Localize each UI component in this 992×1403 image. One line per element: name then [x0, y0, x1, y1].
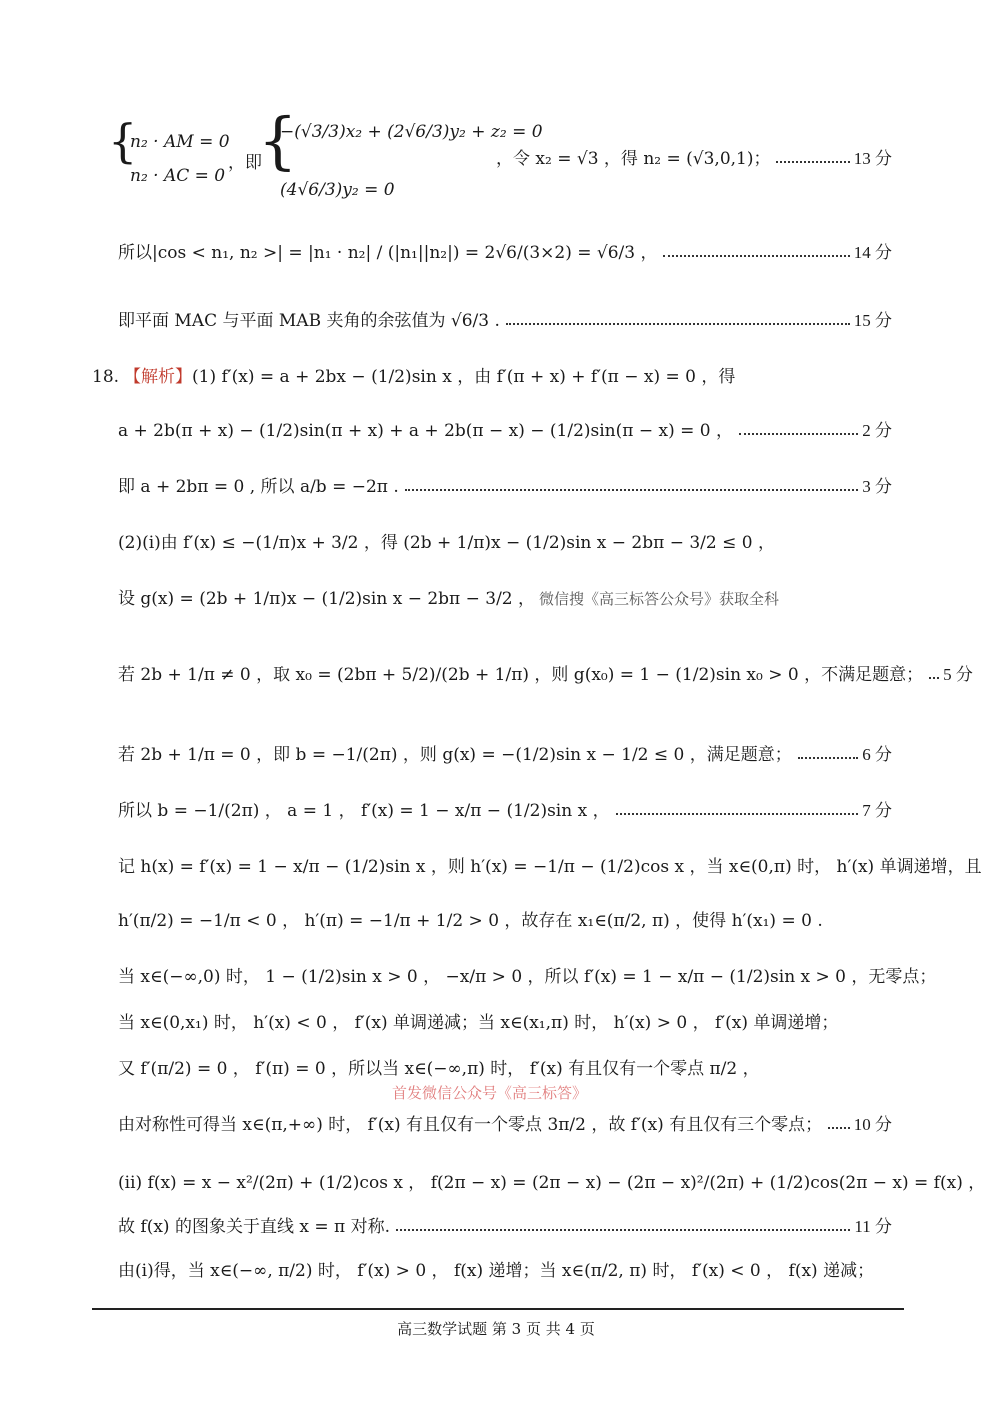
system-eq-2: (4√6/3)y₂ = 0 — [280, 180, 395, 200]
q18-line-2 — [118, 420, 892, 442]
score-15: 15 分 — [853, 311, 892, 330]
q18-line-5-text: 设 g(x) = (2b + 1/π)x − (1/2)sin x − 2bπ − 3/2 ， — [118, 589, 536, 609]
leader-dots — [506, 323, 850, 325]
leader-dots — [798, 757, 858, 759]
q18-line-8-text: 所以 b = −1/(2π) ， a = 1 ， f′(x) = 1 − x/π − (1/2)sin x ， — [118, 801, 610, 821]
question-number: 18. — [92, 367, 120, 387]
score-14: 14 分 — [853, 243, 892, 262]
q18-line-8 — [118, 800, 892, 822]
q18-line-9 — [118, 856, 982, 878]
system-eq-1: −(√3/3)x₂ + (2√6/3)y₂ + z₂ = 0 — [280, 122, 543, 142]
score-10: 10 分 — [853, 1115, 892, 1134]
leader-dots — [739, 433, 858, 435]
line-14-text: 所以|cos < n₁, n₂ >| = |n₁ · n₂| / (|n₁||n₂|) = 2√6/(3×2) = √6/3 ， — [118, 243, 658, 263]
promo-note: 微信搜《高三标答公众号》获取全科 — [539, 590, 780, 608]
score-3: 3 分 — [862, 477, 892, 496]
watermark-text: 首发微信公众号《高三标答》 — [392, 1084, 588, 1102]
q18-line-2-text: a + 2b(π + x) − (1/2)sin(π + x) + a + 2b(π − x) − (1/2)sin(π − x) = 0 ， — [118, 421, 733, 441]
leader-dots — [396, 1229, 850, 1231]
q18-line-7-text: 若 2b + 1/π = 0 ，即 b = −1/(2π) ，则 g(x) = −(1/2)sin x − 1/2 ≤ 0 ，满足题意； — [118, 745, 792, 765]
score-2: 2 分 — [862, 421, 892, 440]
q18-line-14-text: 由对称性可得当 x∈(π,+∞) 时， f′(x) 有且仅有一个零点 3π/2 ，故 f′(x) 有且仅有三个零点； — [118, 1115, 823, 1135]
leader-dots — [828, 1127, 850, 1129]
leader-dots — [405, 489, 858, 491]
system-left-brace: { — [108, 114, 138, 168]
q18-line-6 — [118, 664, 973, 686]
q18-line-15-text: (ⅱ) f(x) = x − x²/(2π) + (1/2)cos x ， f(2π − x) = (2π − x) − (2π − x)²/(2π) + (1/2)cos(2π − x) = f(x) ， — [118, 1173, 986, 1193]
score-13: 13 分 — [853, 149, 892, 168]
q18-line-13 — [118, 1058, 892, 1080]
q18-line-5 — [118, 588, 892, 610]
line-15-text: 即平面 MAC 与平面 MAB 夹角的余弦值为 √6/3 . — [118, 311, 500, 331]
q18-line-16-text: 故 f(x) 的图象关于直线 x = π 对称. — [118, 1217, 390, 1237]
q18-line-3-text: 即 a + 2bπ = 0 , 所以 a/b = −2π . — [118, 477, 399, 497]
q18-line-1 — [124, 366, 892, 388]
q18-line-17-text: 由(ⅰ)得，当 x∈(−∞, π/2) 时， f′(x) > 0 ， f(x) 递增；当 x∈(π/2, π) 时， f′(x) < 0 ， f(x) 递减； — [118, 1261, 875, 1281]
q18-line-12 — [118, 1012, 892, 1034]
q18-line-6-text: 若 2b + 1/π ≠ 0 ，取 x₀ = (2bπ + 5/2)/(2b + 1/π) ，则 g(x₀) = 1 − (1/2)sin x₀ > 0 ，不满足题意； — [118, 665, 924, 685]
q18-line-4-text: (2)(ⅰ)由 f′(x) ≤ −(1/π)x + 3/2 ，得 (2b + 1/π)x − (1/2)sin x − 2bπ − 3/2 ≤ 0 ， — [118, 533, 775, 553]
leader-dots — [776, 161, 849, 163]
q18-line-7 — [118, 744, 892, 766]
score-11: 11 分 — [854, 1217, 892, 1236]
page-footer: 高三数学试题 第 3 页 共 4 页 — [397, 1320, 595, 1338]
q18-line-11 — [118, 966, 937, 988]
q18-line-1-text: (1) f′(x) = a + 2bx − (1/2)sin x ，由 f′(π + x) + f′(π − x) = 0 ，得 — [192, 367, 736, 387]
line-14 — [118, 242, 892, 264]
score-5: 5 分 — [943, 665, 973, 684]
line-13 — [496, 148, 892, 170]
q18-line-3 — [118, 476, 892, 498]
q18-line-10 — [118, 910, 892, 932]
q18-line-10-text: h′(π/2) = −1/π < 0 ， h′(π) = −1/π + 1/2 > 0 ，故存在 x₁∈(π/2, π) ，使得 h′(x₁) = 0 . — [118, 911, 823, 931]
q18-line-16 — [118, 1216, 892, 1238]
footer-divider — [92, 1308, 904, 1310]
leader-dots — [616, 813, 859, 815]
leader-dots — [929, 677, 939, 679]
system-eq-a: n₂ · AM = 0 — [130, 132, 230, 152]
leader-dots — [663, 255, 849, 257]
q18-line-12-text: 当 x∈(0,x₁) 时， h′(x) < 0 ， f′(x) 单调递减；当 x∈(x₁,π) 时， h′(x) > 0 ， f′(x) 单调递增； — [118, 1013, 839, 1033]
q18-line-13-text: 又 f′(π/2) = 0 ， f′(π) = 0 ，所以当 x∈(−∞,π) 时， f′(x) 有且仅有一个零点 π/2 ， — [118, 1059, 760, 1079]
q18-line-15 — [118, 1172, 986, 1194]
q18-line-17 — [118, 1260, 892, 1282]
system-ji: ，即 — [228, 153, 262, 173]
line-15 — [118, 310, 892, 332]
q18-line-14 — [118, 1114, 892, 1136]
system-eq-b: n₂ · AC = 0 — [130, 166, 226, 186]
score-6: 6 分 — [862, 745, 892, 764]
q18-line-11-text: 当 x∈(−∞,0) 时， 1 − (1/2)sin x > 0 ， −x/π > 0 ，所以 f′(x) = 1 − x/π − (1/2)sin x > 0 ，无零点； — [118, 967, 937, 987]
q18-line-9-text: 记 h(x) = f′(x) = 1 − x/π − (1/2)sin x ，则 h′(x) = −1/π − (1/2)cos x ，当 x∈(0,π) 时， h′(x) 单调递增，且 — [118, 857, 982, 877]
q18-line-4 — [118, 532, 892, 554]
system-right-brace: { — [258, 104, 298, 177]
score-7: 7 分 — [862, 801, 892, 820]
analysis-tag: 【解析】 — [124, 367, 192, 387]
line-13-text: ，令 x₂ = √3 ，得 n₂ = (√3,0,1)； — [496, 149, 771, 169]
